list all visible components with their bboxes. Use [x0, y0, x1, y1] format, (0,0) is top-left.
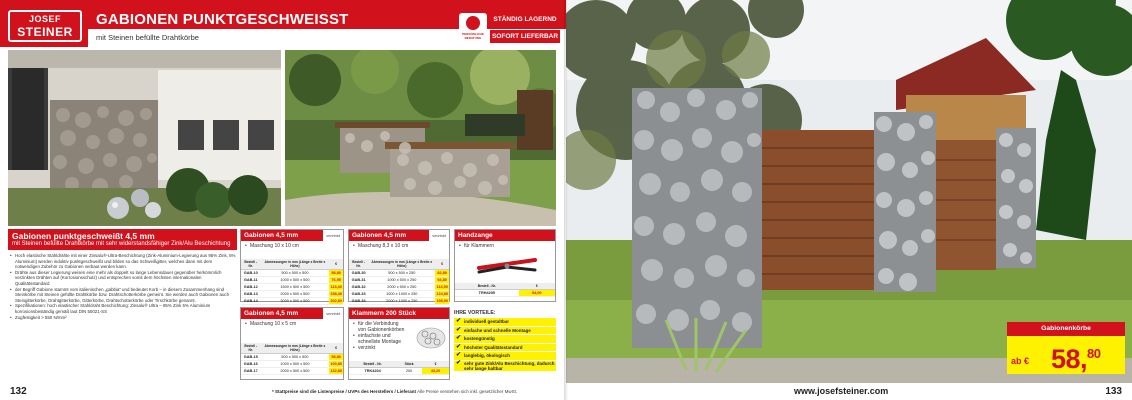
table-header-row — [241, 343, 343, 354]
price-callout — [1007, 322, 1125, 374]
table-row — [241, 354, 343, 361]
column-header: € — [519, 283, 555, 290]
dimensions: 1500 x 500 x 500 — [261, 284, 330, 291]
card-spec-text: • verzinkt — [353, 345, 407, 351]
article-number: GAB-16 — [241, 361, 261, 368]
article-number: GAB-14 — [241, 298, 261, 305]
phone-consultation-icon — [459, 13, 487, 43]
article-number: GAB-33 — [349, 291, 368, 298]
finish-tag: verzinkt — [429, 230, 449, 241]
gabion-wall-photo — [8, 50, 281, 226]
column-header: Abmessungen in mm (Länge x Breite x Höhe) — [368, 259, 435, 270]
pliers-icon — [477, 254, 537, 276]
dimensions: 3000 x 500 x 500 — [261, 298, 330, 305]
price-table — [241, 343, 343, 375]
card-title-text: Handzange — [458, 232, 493, 239]
card-title — [455, 230, 555, 241]
column-header: € — [329, 343, 343, 354]
advantages-box — [454, 310, 556, 381]
main-product-title-box — [8, 229, 237, 250]
price: 58,80 — [329, 270, 343, 277]
article-number: GAB-13 — [241, 291, 261, 298]
check-icon: ✔ — [456, 335, 462, 341]
check-icon: ✔ — [456, 352, 462, 358]
table-row — [349, 368, 449, 375]
brand-line-1: JOSEF — [28, 14, 61, 24]
page-number-left: 132 — [10, 386, 27, 397]
table-row — [349, 284, 449, 291]
description-item: • Drähte aus dieser Legierung weisen eine mehr als doppelt so lange Lebensdauer gegenüber herkömmlich verzinkten Drähten auf (Korrosionsschutz) und entsprechen somit dem höchsten internationalen Qualitätsstandard — [10, 270, 236, 287]
stock-badge: STÄNDIG LAGERND — [490, 13, 560, 26]
card-spec-text: • Maschung 10 x 10 cm — [245, 243, 339, 249]
price-table — [455, 283, 555, 297]
advantages-heading: IHRE VORTEILE: — [454, 310, 496, 316]
advantage-item — [454, 327, 556, 335]
article-number: TRH4205 — [455, 290, 519, 297]
price: 202,80 — [330, 298, 342, 303]
product-card-gab-8x10 — [348, 229, 450, 302]
price: 158,40 — [330, 291, 342, 296]
description-item: • der Begriff Gabione stammt vom italienischen „gabbia“ und bedeutet Korb – in diesem Zusammenhang sind Steinkörbe mit Steinen gefüllte Drahtkörbe bzw. Drahtschotterkörbe gemeint. Sie werden auch Gabionen auch Steingitterkörbe, Drahtgitterkörbe, Gitterkörbe, Drahtschotterkörbe oder Tirschkörbe genannt. — [10, 287, 236, 304]
table-row — [241, 284, 343, 291]
gabion-bench-image — [285, 50, 556, 226]
card-spec — [455, 241, 555, 251]
card-spec — [349, 241, 449, 251]
table-row — [241, 291, 343, 298]
price-prefix: ab € — [1011, 356, 1030, 366]
gabion-wall-image — [8, 50, 281, 226]
table-row — [349, 291, 449, 298]
table-row — [455, 290, 555, 297]
column-header: Bestell - Nr. — [349, 361, 396, 368]
price-table — [349, 259, 449, 305]
footer-right — [566, 383, 1132, 400]
dimensions: 1000 x 500 x 250 — [368, 277, 435, 284]
article-number: GAB-11 — [241, 277, 261, 284]
article-number: GAB-34 — [349, 298, 368, 305]
price-callout-body — [1007, 336, 1125, 374]
table-row — [349, 277, 449, 284]
price: 124,80 — [436, 291, 448, 296]
page-number-right: 133 — [1105, 386, 1122, 397]
footer-left — [0, 383, 566, 400]
price-callout-label: Gabionenkörbe — [1007, 322, 1125, 336]
quantity: 200 — [396, 368, 422, 375]
advantage-text: individuell gestaltbar — [464, 319, 510, 324]
table-row — [349, 270, 449, 277]
advantage-item — [454, 335, 556, 343]
card-title — [349, 308, 449, 319]
product-description — [10, 253, 236, 320]
footnote-bold: * Stattpreise sind die Listenpreise / UVPs des Herstellers / Lieferant — [272, 389, 417, 394]
check-icon: ✔ — [456, 318, 462, 324]
card-spec-text: • Maschung 10 x 5 cm — [245, 321, 339, 327]
price: 82,89 — [435, 270, 449, 277]
advantage-item — [454, 361, 556, 371]
column-header: Bestell - Nr. — [349, 259, 368, 270]
table-row — [241, 361, 343, 368]
footnote — [272, 389, 517, 394]
advantage-text: sehr gute Zink/Alu Beschichtung, dadurch sehr lange haltbar — [464, 361, 555, 371]
card-spec-text: • für Klammern — [459, 243, 551, 249]
column-header: Bestell - Nr. — [241, 343, 261, 354]
dimensions: 1000 x 1000 x 250 — [368, 291, 435, 298]
advantage-item — [454, 344, 556, 352]
phone-icon — [466, 16, 480, 30]
column-header: € — [422, 361, 449, 368]
price: 76,95 — [329, 277, 343, 284]
price-whole: 58, — [1051, 344, 1088, 374]
table-row — [241, 277, 343, 284]
table-header-row — [349, 259, 449, 270]
page-subtitle: mit Steinen befüllte Drahtkörbe — [96, 33, 199, 42]
check-icon: ✔ — [456, 343, 462, 350]
column-header: Stück — [396, 361, 422, 368]
page-gutter — [564, 0, 568, 400]
column-header: Bestell - Nr. — [241, 259, 261, 270]
table-row — [241, 298, 343, 305]
price-value — [1051, 344, 1101, 375]
dimensions: 1000 x 500 x 500 — [261, 361, 330, 368]
table-row — [241, 270, 343, 277]
dimensions: 500 x 500 x 250 — [368, 270, 435, 277]
advantage-text: kostengünstig — [464, 336, 495, 341]
page-title: GABIONEN PUNKTGESCHWEISST — [96, 11, 349, 28]
column-header: Bestell - Nr. — [455, 283, 519, 290]
article-number: GAB-10 — [241, 270, 261, 277]
price-cents: 80 — [1087, 346, 1101, 361]
article-number: GAB-31 — [349, 277, 368, 284]
dimensions: 2000 x 1000 x 250 — [368, 298, 435, 305]
article-number: GAB-17 — [241, 368, 261, 375]
article-number: GAB-15 — [241, 354, 261, 361]
delivery-badge: SOFORT LIEFERBAR — [490, 30, 560, 43]
column-header: € — [329, 259, 343, 270]
table-header-row — [241, 259, 343, 270]
dimensions: 2000 x 500 x 500 — [261, 291, 330, 298]
card-title-text: Klammern 200 Stück — [352, 310, 416, 317]
card-title — [241, 230, 343, 241]
card-title-text: Gabionen 4,5 mm — [244, 232, 299, 239]
price: 198,90 — [436, 298, 448, 303]
check-icon: ✔ — [456, 326, 462, 333]
website-link[interactable]: www.josefsteiner.com — [794, 386, 889, 396]
advantage-text: höchster Qualitätsstandard — [464, 344, 523, 350]
advantage-text: einfache und schnelle Montage — [464, 327, 531, 333]
dimensions: 2000 x 500 x 250 — [368, 284, 435, 291]
article-number: GAB-32 — [349, 284, 368, 291]
description-item: • Zugfestigkeit > 550 N/mm² — [10, 315, 236, 321]
finish-tag: verzinkt — [323, 230, 343, 241]
card-title-text: Gabionen 4,5 mm — [244, 310, 299, 317]
card-spec-text: • für die Verbindung von Gabionenkörben — [353, 321, 407, 333]
column-header: Abmessungen in mm (Länge x Breite x Höhe) — [261, 259, 330, 270]
price-table — [349, 361, 449, 375]
article-number: GAB-12 — [241, 284, 261, 291]
product-card-gab-10x10 — [240, 229, 344, 302]
article-number: TRK4204 — [349, 368, 396, 375]
right-page — [566, 0, 1132, 400]
price: 58,80 — [329, 354, 343, 361]
description-item: • Hoch elastische Stahldrähte mit einer Zinsalu®-Ultra-Beschichtung (Zink-Aluminium-Legierung aus 95% Zink, 5% Aluminium) werden induktiv punktgeschweißt und bilden so das Schweißgitter, welches dann mit dem notwendigen Zubehör zu Gabionen verbaut werden kann. — [10, 253, 236, 270]
card-spec — [349, 319, 411, 353]
main-product-title: Gabionen punktgeschweißt 4,5 mm — [12, 231, 155, 241]
price: 43,20 — [422, 368, 449, 375]
card-title — [349, 230, 449, 241]
price: 114,90 — [436, 284, 448, 289]
price: 54,00 — [519, 290, 555, 297]
brand-line-2: STEINER — [17, 25, 73, 39]
clips-icon — [415, 324, 447, 350]
description-item: • Spezifikationen: hoch elastischer Stahldraht Beschichtung: Zinsalu® Ultra – 95% Zink 5% Aluminium korrosionsbeständig gemäß laut DIN 50021-SS — [10, 303, 236, 314]
dimensions: 500 x 500 x 500 — [261, 270, 330, 277]
price: 113,40 — [330, 284, 342, 289]
price-table — [241, 259, 343, 305]
article-number: GAB-30 — [349, 270, 368, 277]
advantage-text: langlebig, ökologisch — [464, 353, 511, 358]
main-product-subtitle: mit Steinen befüllte Drahtkörbe mit sehr widerstandsfähiger Zink/Alu Beschichtung — [12, 241, 231, 247]
column-header: € — [435, 259, 449, 270]
gabion-bench-photo — [285, 50, 556, 226]
advantage-item — [454, 352, 556, 360]
product-card-clips — [348, 307, 450, 380]
card-title-text: Gabionen 4,5 mm — [352, 232, 407, 239]
card-spec-text: • einfachste und schnellste Montage — [353, 333, 407, 345]
product-card-pliers — [454, 229, 556, 302]
brand-logo[interactable] — [8, 10, 82, 42]
finish-tag: verzinkt — [323, 308, 343, 319]
dimensions: 500 x 500 x 500 — [261, 354, 330, 361]
table-row — [349, 298, 449, 305]
card-spec — [241, 319, 343, 329]
badge-label: PERSÖNLICHE BERATUNG — [462, 32, 484, 40]
column-header: Abmessungen in mm (Länge x Breite x Höhe) — [261, 343, 330, 354]
advantage-item — [454, 318, 556, 326]
card-spec-text: • Maschung 8,3 x 10 cm — [353, 243, 445, 249]
price: 94,80 — [435, 277, 449, 284]
card-spec — [241, 241, 343, 251]
dimensions: 2000 x 500 x 500 — [261, 368, 330, 375]
product-card-gab-10x5 — [240, 307, 344, 380]
price: 132,80 — [330, 368, 342, 373]
price: 100,80 — [330, 361, 342, 366]
dimensions: 1000 x 500 x 500 — [261, 277, 330, 284]
table-row — [241, 368, 343, 375]
footnote-text: Alle Preise verstehen sich inkl. gesetzlicher MwSt. — [417, 389, 518, 394]
card-title — [241, 308, 343, 319]
check-icon: ✔ — [456, 359, 462, 366]
